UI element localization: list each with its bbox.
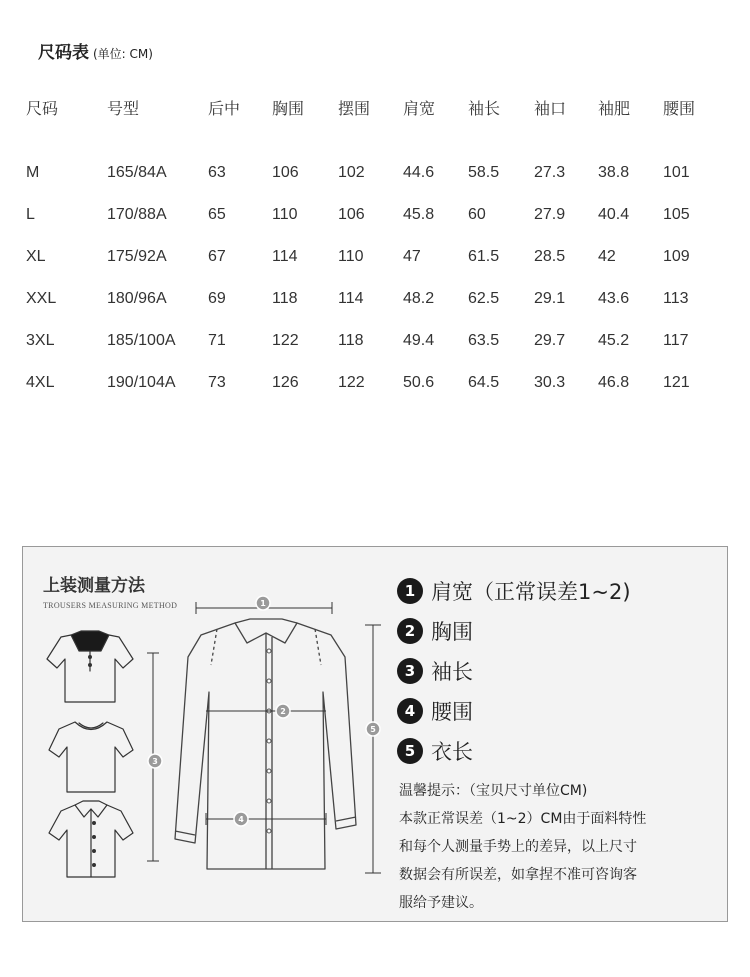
diagram-marker-1: 1 bbox=[260, 599, 266, 608]
table-cell: 4XL bbox=[26, 374, 55, 391]
table-cell: 69 bbox=[208, 290, 226, 307]
table-cell: 28.5 bbox=[534, 248, 566, 265]
table-cell: M bbox=[26, 164, 40, 181]
header-cell: 摆围 bbox=[338, 100, 371, 118]
header-cell: 尺码 bbox=[26, 100, 59, 118]
header-cell: 袖口 bbox=[534, 100, 567, 118]
diagram-marker-4: 4 bbox=[238, 815, 244, 824]
header-cell: 袖长 bbox=[468, 100, 501, 118]
table-cell: 118 bbox=[338, 332, 364, 349]
measurement-item bbox=[397, 691, 631, 731]
table-cell: 3XL bbox=[26, 332, 55, 349]
table-cell: 114 bbox=[272, 248, 298, 265]
table-cell: 122 bbox=[338, 374, 365, 391]
size-chart-title bbox=[38, 38, 153, 63]
table-cell: 65 bbox=[208, 206, 226, 223]
table-cell: 63 bbox=[208, 164, 226, 181]
table-cell: 71 bbox=[208, 332, 226, 349]
table-cell: 43.6 bbox=[598, 290, 630, 307]
table-cell: 101 bbox=[663, 164, 690, 181]
size-chart-unit: (单位: CM) bbox=[93, 47, 153, 61]
header-cell: 胸围 bbox=[272, 100, 305, 118]
note-line: 和每个人测量手势上的差异，以上尺寸 bbox=[399, 839, 637, 855]
measurement-item bbox=[397, 571, 631, 611]
table-cell: 38.8 bbox=[598, 164, 630, 181]
measurement-list bbox=[397, 571, 631, 771]
header-cell: 袖肥 bbox=[598, 100, 631, 118]
measurement-number-badge: 4 bbox=[397, 698, 423, 724]
table-cell: XL bbox=[26, 248, 46, 265]
table-cell: XXL bbox=[26, 290, 57, 307]
table-cell: 180/96A bbox=[107, 290, 167, 307]
table-cell: 190/104A bbox=[107, 374, 176, 391]
measurement-number-badge: 5 bbox=[397, 738, 423, 764]
table-cell: 109 bbox=[663, 248, 690, 265]
header-cell: 腰围 bbox=[663, 100, 696, 118]
measurement-label: 胸围 bbox=[431, 620, 473, 644]
table-cell: 118 bbox=[272, 290, 298, 307]
note-line: 温馨提示：（宝贝尺寸单位CM) bbox=[399, 783, 588, 799]
diagram-marker-3: 3 bbox=[152, 757, 158, 766]
header-cell: 后中 bbox=[208, 100, 241, 118]
table-cell: 105 bbox=[663, 206, 690, 223]
note-line: 数据会有所误差，如拿捏不准可咨询客 bbox=[399, 867, 637, 883]
table-cell: 117 bbox=[663, 332, 689, 349]
table-cell: 45.2 bbox=[598, 332, 630, 349]
table-cell: 106 bbox=[272, 164, 299, 181]
measurement-number-badge: 1 bbox=[397, 578, 423, 604]
measurement-label: 衣长 bbox=[431, 740, 473, 764]
measurement-label: 肩宽（正常误差1~2) bbox=[431, 580, 631, 604]
table-cell: 45.8 bbox=[403, 206, 435, 223]
table-cell: 64.5 bbox=[468, 374, 500, 391]
table-cell: 61.5 bbox=[468, 248, 500, 265]
note-line: 服给予建议。 bbox=[399, 895, 483, 911]
polo-shirt-icon bbox=[47, 631, 133, 702]
tshirt-icon bbox=[49, 722, 133, 792]
table-cell: 126 bbox=[272, 374, 299, 391]
size-chart-title-text: 尺码表 bbox=[38, 43, 89, 63]
table-cell: 60 bbox=[468, 206, 486, 223]
table-cell: 110 bbox=[272, 206, 298, 223]
table-cell: 122 bbox=[272, 332, 299, 349]
diagram-marker-2: 2 bbox=[280, 707, 286, 716]
table-cell: 170/88A bbox=[107, 206, 167, 223]
table-cell: 49.4 bbox=[403, 332, 435, 349]
measurement-item bbox=[397, 651, 631, 691]
table-cell: 58.5 bbox=[468, 164, 500, 181]
measuring-panel bbox=[22, 546, 728, 922]
table-cell: 29.1 bbox=[534, 290, 566, 307]
table-cell: 62.5 bbox=[468, 290, 500, 307]
measurement-item bbox=[397, 611, 631, 651]
table-row bbox=[26, 320, 723, 362]
diagram-marker-5: 5 bbox=[370, 725, 376, 734]
table-cell: 114 bbox=[338, 290, 364, 307]
table-cell: 110 bbox=[338, 248, 364, 265]
measurement-number-badge: 3 bbox=[397, 658, 423, 684]
table-cell: 42 bbox=[598, 248, 616, 265]
table-cell: 27.3 bbox=[534, 164, 566, 181]
measuring-subtitle: TROUSERS MEASURING METHOD bbox=[43, 601, 178, 610]
measurement-label: 腰围 bbox=[431, 700, 473, 724]
table-row bbox=[26, 278, 723, 320]
button-shirt-icon bbox=[49, 801, 133, 877]
table-cell: 47 bbox=[403, 248, 421, 265]
table-row bbox=[26, 152, 723, 194]
table-cell: 27.9 bbox=[534, 206, 566, 223]
table-cell: 106 bbox=[338, 206, 365, 223]
table-cell: 73 bbox=[208, 374, 226, 391]
size-table bbox=[26, 92, 723, 404]
table-row bbox=[26, 194, 723, 236]
table-cell: 63.5 bbox=[468, 332, 500, 349]
table-cell: 185/100A bbox=[107, 332, 176, 349]
table-cell: L bbox=[26, 206, 35, 223]
header-cell: 号型 bbox=[107, 100, 140, 118]
table-row bbox=[26, 362, 723, 404]
table-cell: 29.7 bbox=[534, 332, 566, 349]
table-cell: 102 bbox=[338, 164, 365, 181]
table-cell: 30.3 bbox=[534, 374, 566, 391]
measurement-note bbox=[399, 777, 709, 917]
table-cell: 40.4 bbox=[598, 206, 630, 223]
table-cell: 48.2 bbox=[403, 290, 435, 307]
table-cell: 165/84A bbox=[107, 164, 167, 181]
note-line: 本款正常误差（1~2）CM由于面料特性 bbox=[399, 811, 647, 827]
size-table-header-row bbox=[26, 92, 723, 122]
measurement-number-badge: 2 bbox=[397, 618, 423, 644]
table-cell: 67 bbox=[208, 248, 226, 265]
long-sleeve-shirt-icon bbox=[175, 619, 356, 869]
table-cell: 121 bbox=[663, 374, 690, 391]
table-cell: 44.6 bbox=[403, 164, 435, 181]
table-cell: 175/92A bbox=[107, 248, 167, 265]
measuring-title: 上装测量方法 bbox=[43, 576, 145, 596]
table-cell: 50.6 bbox=[403, 374, 435, 391]
measurement-item bbox=[397, 731, 631, 771]
header-cell: 肩宽 bbox=[403, 100, 436, 118]
table-cell: 113 bbox=[663, 290, 689, 307]
measurement-label: 袖长 bbox=[431, 660, 473, 684]
table-cell: 46.8 bbox=[598, 374, 630, 391]
table-row bbox=[26, 236, 723, 278]
